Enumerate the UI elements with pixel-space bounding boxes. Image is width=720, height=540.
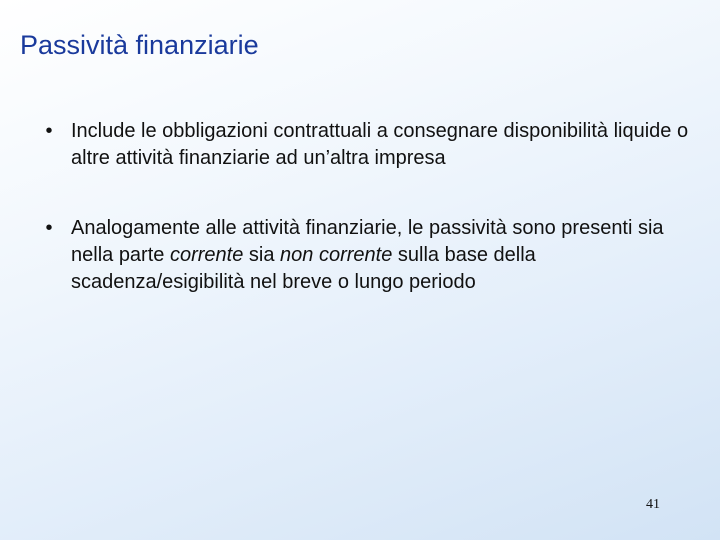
bullet-text-emphasis: non corrente [280,244,393,266]
page-number: 41 [646,497,660,512]
bullet-item [42,118,692,172]
bullet-text-segment: sulla base della scadenza/esigibilità nel breve o lungo periodo [71,244,536,293]
bullet-text [71,217,664,293]
bullet-text-segment: Analogamente alle attività finanziarie, le passività sono presenti sia nella parte [71,217,664,266]
slide-title: Passività finanziarie [20,30,259,60]
bullet-text-emphasis: corrente [169,244,244,266]
bullet-icon: • [45,217,53,239]
bullet-text-segment: sia [243,244,281,266]
bullet-text-segment: Include le obbligazioni contrattuali a consegnare disponibilità liquide o altre attività finanziarie ad un’altra impresa [71,120,689,169]
bullet-text [71,120,688,169]
bullet-list [42,118,692,296]
bullet-icon: • [45,120,53,142]
bullet-item [42,215,692,296]
